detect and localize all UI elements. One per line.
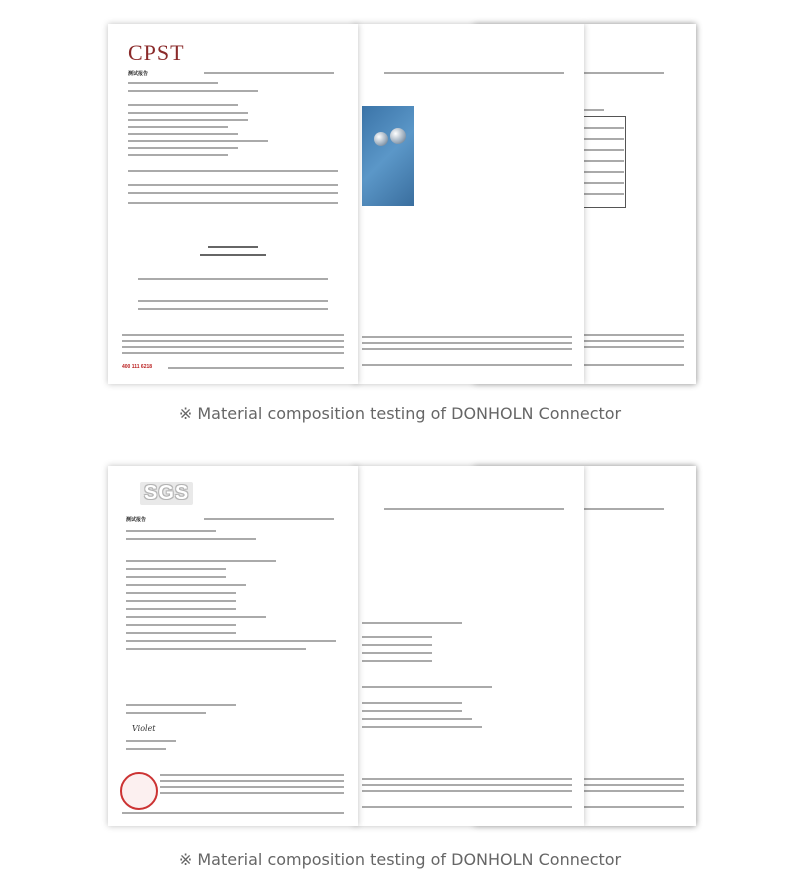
section-caption: ※ Material composition testing of DONHOLN Connector <box>178 404 622 423</box>
cpst-report-pages <box>108 24 696 384</box>
sample-photo <box>362 106 414 206</box>
report-page-2 <box>354 24 584 384</box>
phone-number: 400 111 6218 <box>122 364 153 370</box>
sgs-logo: SGS <box>140 482 193 505</box>
signature: Violet <box>132 724 156 733</box>
cpst-report-section <box>0 0 800 440</box>
section-caption: ※ Material composition testing of DONHOLN Connector <box>178 850 622 869</box>
report-page-2 <box>354 466 584 826</box>
report-title: 测试报告 <box>126 517 147 523</box>
report-page-1 <box>108 466 358 826</box>
report-title: 测试报告 <box>128 71 149 77</box>
sgs-report-section <box>0 440 800 894</box>
sgs-report-pages <box>108 466 696 826</box>
cpst-logo: CPST <box>128 40 185 65</box>
official-seal <box>120 772 158 810</box>
report-page-1 <box>108 24 358 384</box>
